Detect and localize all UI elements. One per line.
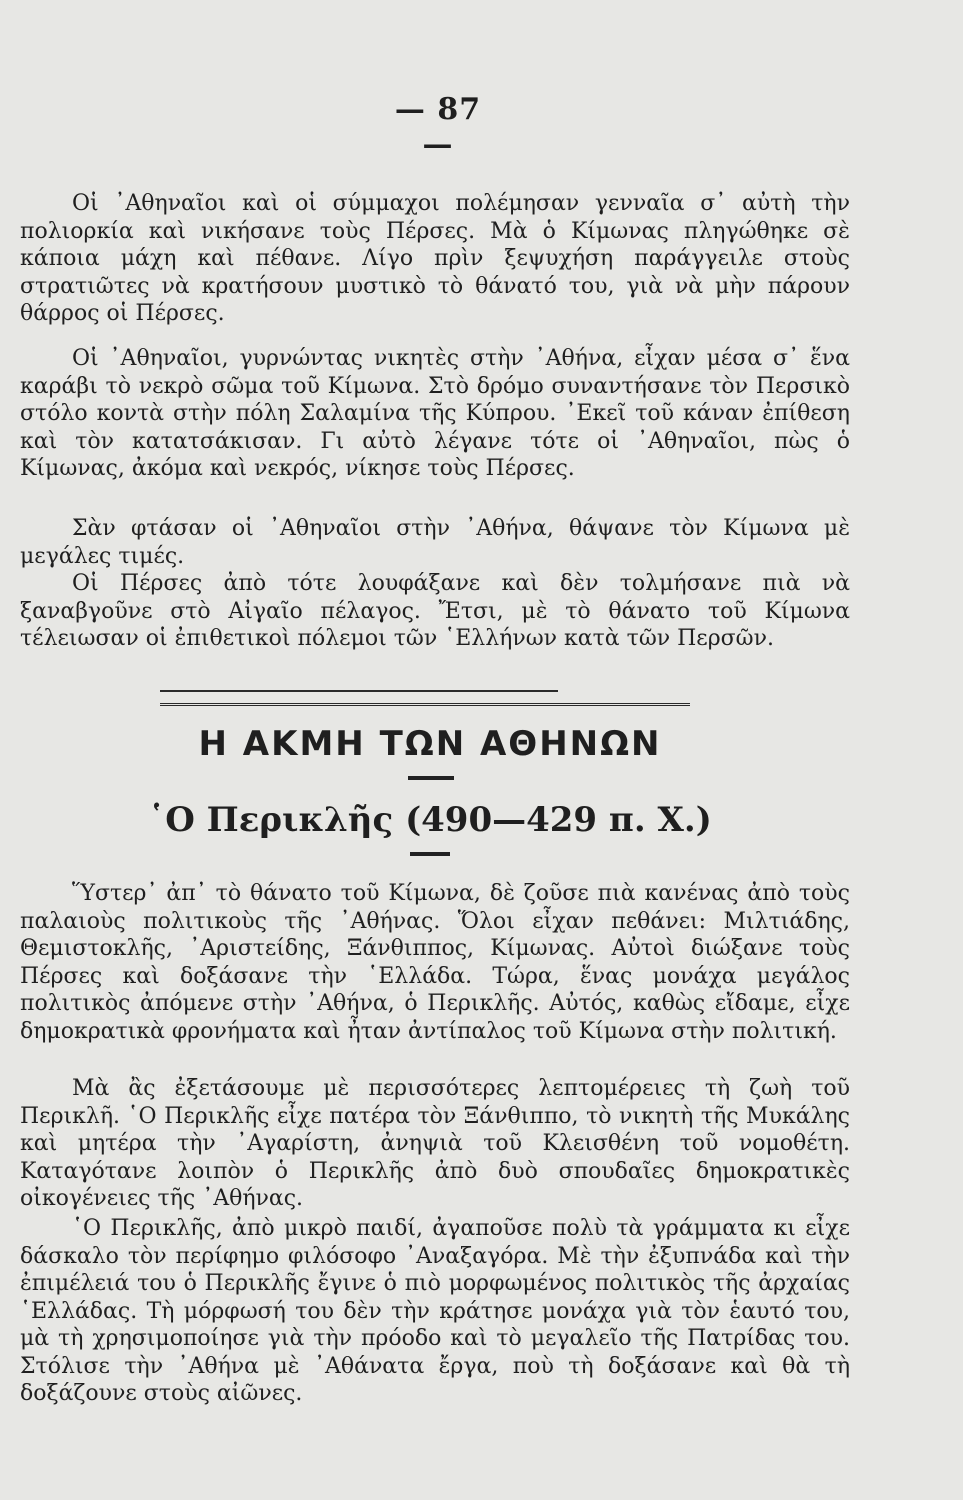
section-title: Η ΑΚΜΗ ΤΩΝ ΑΘΗΝΩΝ	[198, 724, 662, 764]
paragraph-last-statesman: Ὕστερ᾿ ἀπ᾿ τὸ θάνατο τοῦ Κίμωνα, δὲ ζοῦσε πιὰ κανένας ἀπὸ τοὺς παλαιοὺς πολιτικοὺς τῆς ᾿Αθήνας. Ὅλοι εἶχαν πεθάνει: Μιλτιάδης, Θεμιστοκλῆς, ᾿Αριστείδης, Ξάνθιππος, Κίμωνας. Αὐτοὶ διώξανε τοὺς Πέρσες καὶ δοξάσανε τὴν ῾Ελλάδα. Τώρα, ἕνας μονάχα μεγάλος πολιτικὸς ἀπόμενε στὴν ᾿Αθήνα, ὁ Περικλῆς. Αὐτός, καθὼς εἴδαμε, εἶχε δημοκρατικὰ φρονήματα καὶ ἦταν ἀντίπαλος τοῦ Κίμωνα στὴν πολιτική.	[20, 881, 850, 1044]
subtitle-separator	[410, 852, 450, 856]
section-rule-double	[160, 703, 690, 706]
paragraph-burial: Σὰν φτάσαν οἱ ᾿Αθηναῖοι στὴν ᾿Αθήνα, θάψανε τὸν Κίμωνα μὲ μεγάλες τιμές.	[20, 516, 850, 569]
paragraph-pericles-family: Μὰ ἂς ἐξετάσουμε μὲ περισσότερες λεπτομέρειες τὴ ζωὴ τοῦ Περικλῆ. ῾Ο Περικλῆς εἶχε πατέρα τὸν Ξάνθιππο, τὸ νικητὴ τῆς Μυκάλης καὶ μητέρα τὴν ᾿Αγαρίστη, ἀνηψιὰ τοῦ Κλεισθένη τοῦ νομοθέτη. Καταγότανε λοιπὸν ὁ Περικλῆς ἀπὸ δυὸ σπουδαῖες δημοκρατικὲς οἰκογένειες τῆς ᾿Αθήνας.	[20, 1076, 850, 1211]
section-subtitle: ῾Ο Περικλῆς (490—429 π. Χ.)	[148, 800, 712, 840]
paragraph-persians-retreat: Οἱ Πέρσες ἀπὸ τότε λουφάξανε καὶ δὲν τολμήσανε πιὰ νὰ ξαναβγοῦνε στὸ Αἰγαῖο πέλαγος. Ἔτσι, μὲ τὸ θάνατο τοῦ Κίμωνα τέλειωσαν οἱ ἐπιθετικοὶ πόλεμοι τῶν ῾Ελλήνων κατὰ τῶν Περσῶν.	[20, 571, 850, 651]
title-separator	[408, 776, 454, 780]
paragraph-return-athens: Οἱ ᾿Αθηναῖοι, γυρνώντας νικητὲς στὴν ᾿Αθήνα, εἶχαν μέσα σ᾿ ἕνα καράβι τὸ νεκρὸ σῶμα τοῦ Κίμωνα. Στὸ δρόμο συναντήσανε τὸν Περσικὸ στόλο κοντὰ στὴν πόλη Σαλαμίνα τῆς Κύπρου. ᾿Εκεῖ τοῦ κάναν ἐπίθεση καὶ τὸν κατατσάκισαν. Γι αὐτὸ λέγανε τότε οἱ ᾿Αθηναῖοι, πὼς ὁ Κίμωνας, ἀκόμα καὶ νεκρός, νίκησε τοὺς Πέρσες.	[20, 346, 850, 481]
section-rule-top	[160, 690, 558, 692]
page-number: — 87 —	[394, 92, 482, 162]
paragraph-pericles-education: ῾Ο Περικλῆς, ἀπὸ μικρὸ παιδί, ἀγαποῦσε πολὺ τὰ γράμματα κι εἶχε δάσκαλο τὸν περίφημο φιλόσοφο ᾿Αναξαγόρα. Μὲ τὴν ἐξυπνάδα καὶ τὴν ἐπιμέλειά του ὁ Περικλῆς ἔγινε ὁ πιὸ μορφωμένος πολιτικὸς τῆς ἀρχαίας ῾Ελλάδας. Τὴ μόρφωσή του δὲν τὴν κράτησε μονάχα γιὰ τὸν ἑαυτό του, μὰ τὴ χρησιμοποίησε γιὰ τὴν πρόοδο καὶ τὸ μεγαλεῖο τῆς Πατρίδας του. Στόλισε τὴν ᾿Αθήνα μὲ ᾿Αθάνατα ἔργα, ποὺ τὴ δοξάσανε καὶ θὰ τὴ δοξάζουνε στοὺς αἰῶνες.	[20, 1216, 850, 1406]
paragraph-siege: Οἱ ᾿Αθηναῖοι καὶ οἱ σύμμαχοι πολέμησαν γενναῖα σ᾿ αὐτὴ τὴν πολιορκία καὶ νικήσανε τοὺς Πέρσες. Μὰ ὁ Κίμωνας πληγώθηκε σὲ κάποια μάχη καὶ πέθανε. Λίγο πρὶν ξεψυχήση παράγγειλε στοὺς στρατιῶτες νὰ κρατήσουν μυστικὸ τὸ θάνατό του, γιὰ νὰ μὴν πάρουν θάρρος οἱ Πέρσες.	[20, 191, 850, 326]
